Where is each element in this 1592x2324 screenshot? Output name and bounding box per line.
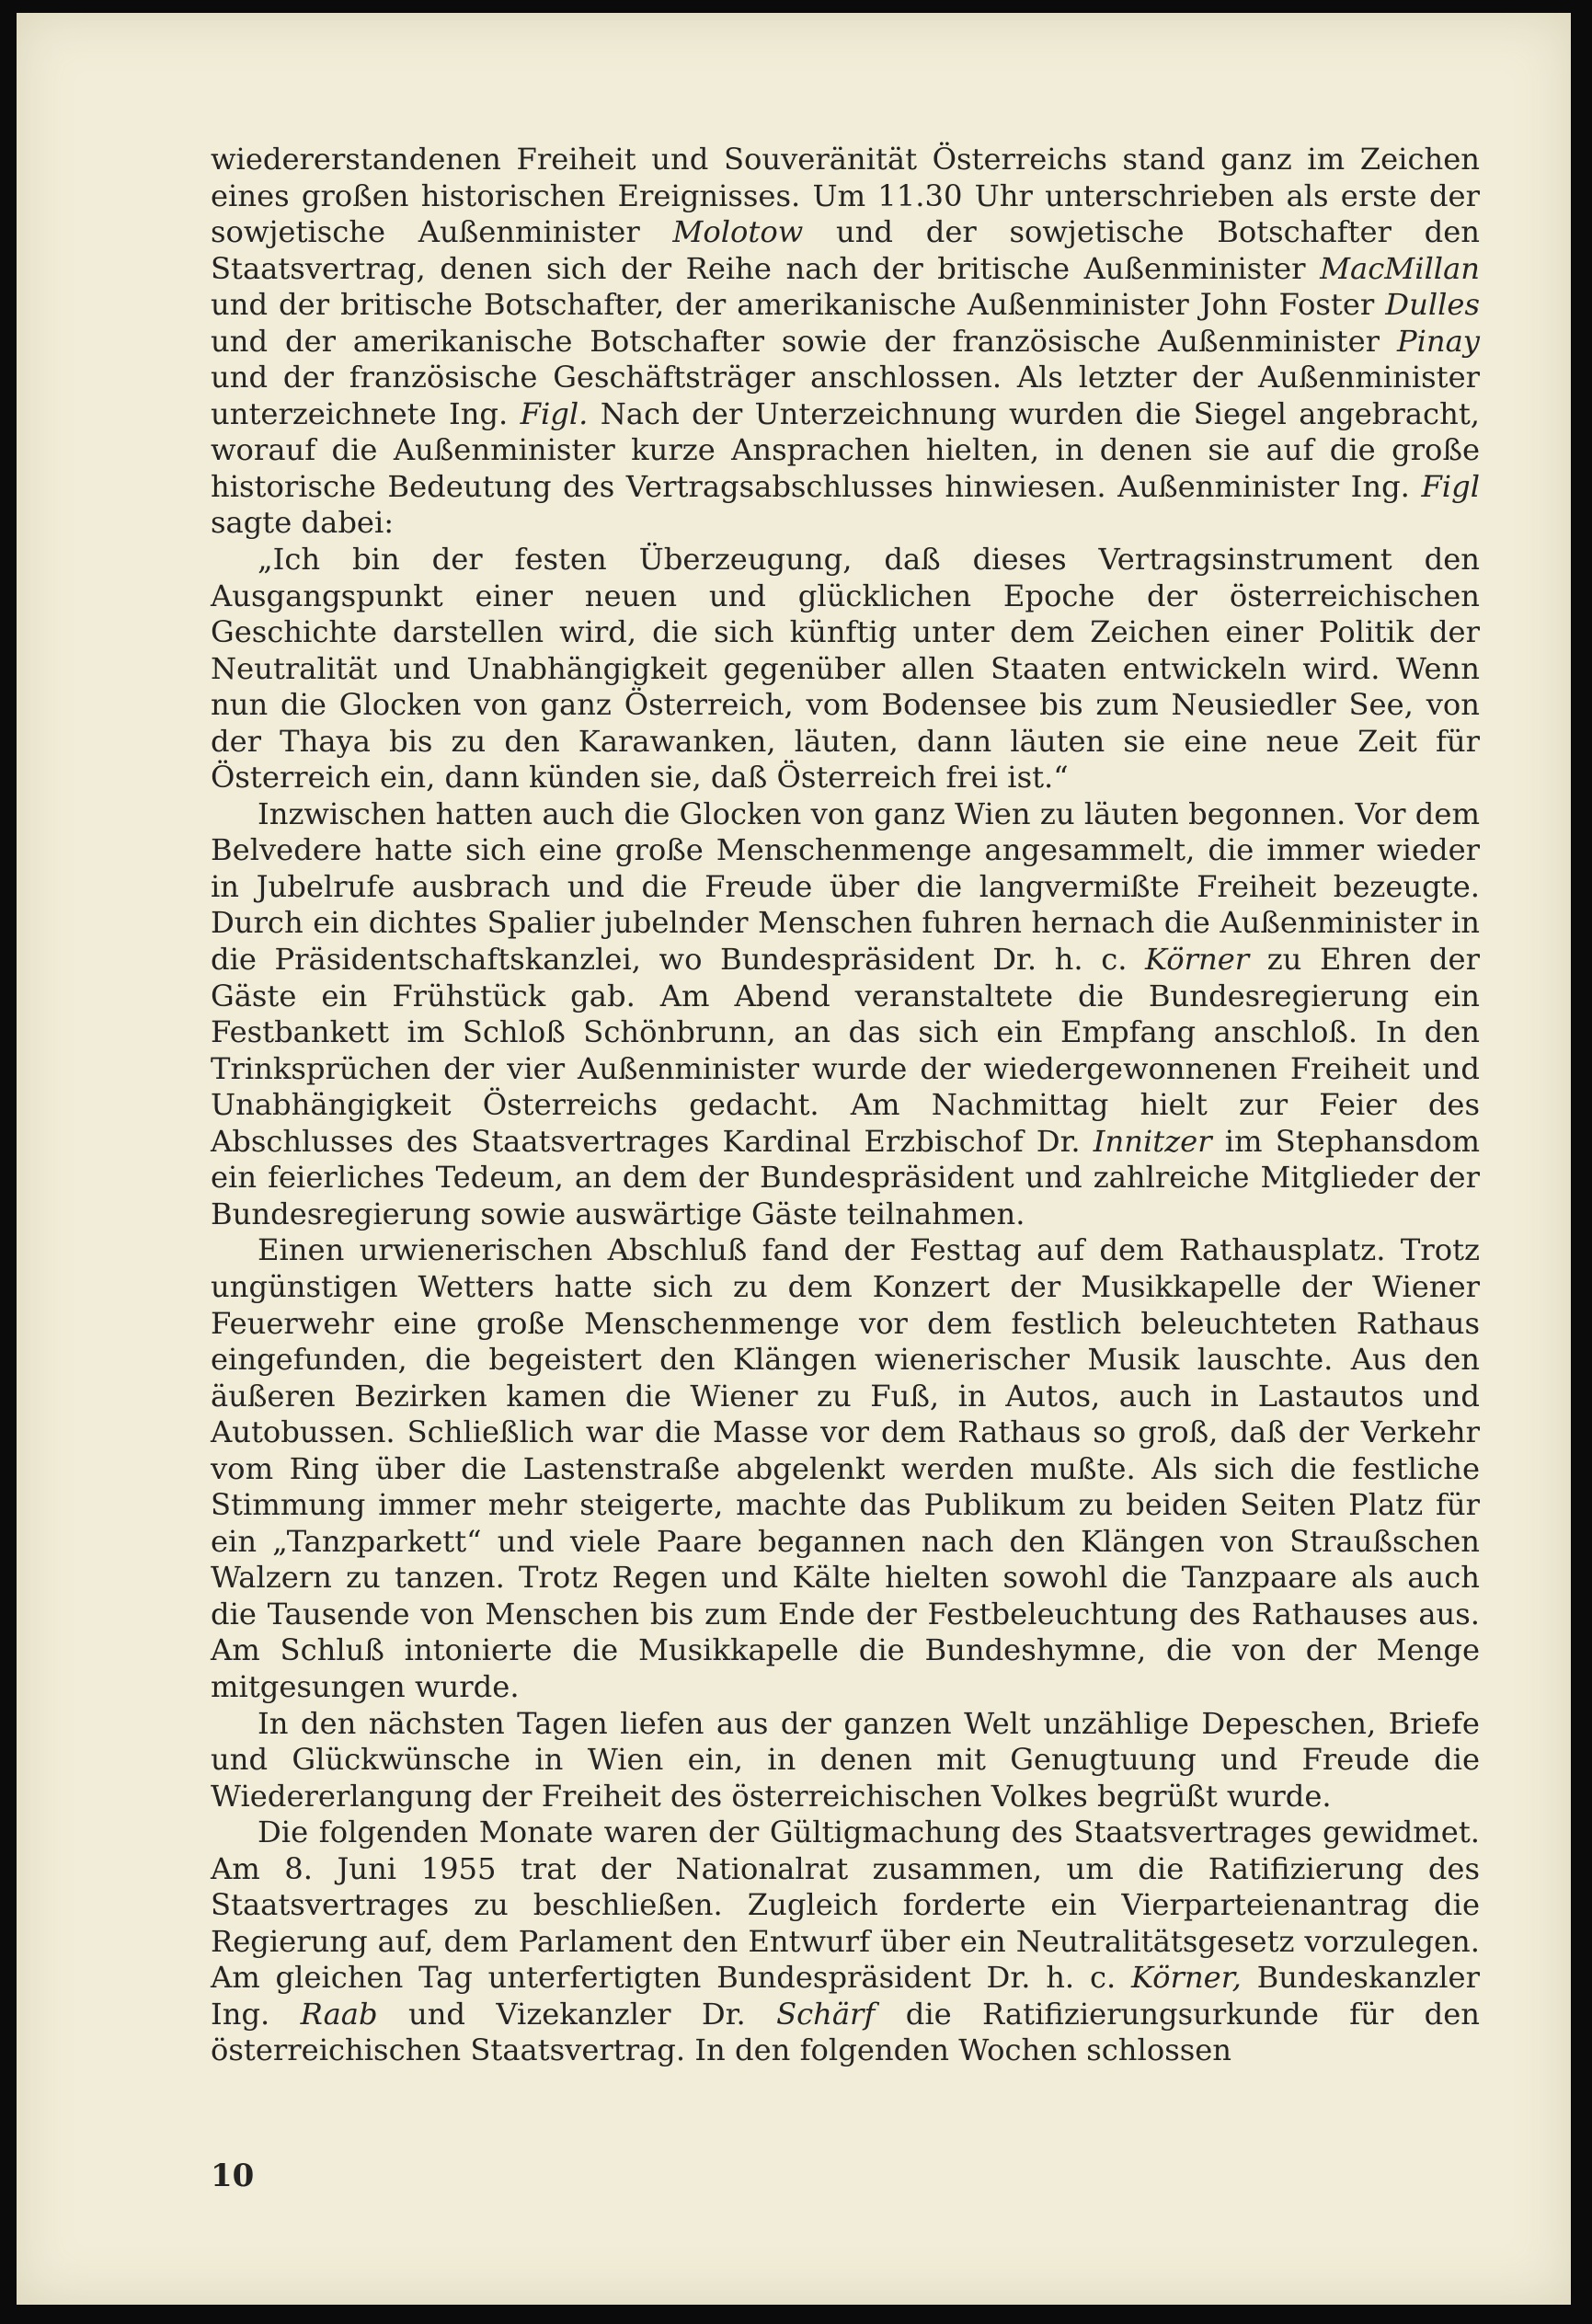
body-text bbox=[211, 142, 1480, 2069]
page-number: 10 bbox=[211, 2158, 255, 2194]
paragraph: In den nächsten Tagen liefen aus der ganzen Welt unzählige Depeschen, Briefe und Glückwünsche in Wien ein, in denen mit Genugtuung und Freude die Wiedererlangung der Freiheit des österreichischen Volkes begrüßt wurde. bbox=[211, 1705, 1480, 1814]
book-page bbox=[17, 13, 1571, 2305]
paragraph: wiedererstandenen Freiheit und Souveränität Österreichs stand ganz im Zeichen eines großen historischen Ereignisses. Um 11.30 Uhr unterschrieben als erste der sowjetische Außenminister Molotow und der sowjetische Botschafter den Staatsvertrag, denen sich der Reihe nach der britische Außenminister MacMillan und der britische Botschafter, der amerikanische Außenminister John Foster Dulles und der amerikanische Botschafter sowie der französische Außenminister Pinay und der französische Geschäftsträger anschlossen. Als letzter der Außenminister unterzeichnete Ing. Figl. Nach der Unterzeichnung wurden die Siegel angebracht, worauf die Außenminister kurze Ansprachen hielten, in denen sie auf die große historische Bedeutung des Vertragsabschlusses hinwiesen. Außenminister Ing. Figl sagte dabei: bbox=[211, 142, 1480, 541]
paragraph: „Ich bin der festen Überzeugung, daß dieses Vertragsinstrument den Ausgangspunkt einer neuen und glücklichen Epoche der österreichischen Geschichte darstellen wird, die sich künftig unter dem Zeichen einer Politik der Neutralität und Unabhängigkeit gegenüber allen Staaten entwickeln wird. Wenn nun die Glocken von ganz Österreich, vom Bodensee bis zum Neusiedler See, von der Thaya bis zu den Karawanken, läuten, dann läuten sie eine neue Zeit für Österreich ein, dann künden sie, daß Österreich frei ist.“ bbox=[211, 542, 1480, 796]
paragraph: Einen urwienerischen Abschluß fand der Festtag auf dem Rathausplatz. Trotz ungünstigen Wetters hatte sich zu dem Konzert der Musikkapelle der Wiener Feuerwehr eine große Menschenmenge vor dem festlich beleuchteten Rathaus eingefunden, die begeistert den Klängen wienerischer Musik lauschte. Aus den äußeren Bezirken kamen die Wiener zu Fuß, in Autos, auch in Lastautos und Autobussen. Schließlich war die Masse vor dem Rathaus so groß, daß der Verkehr vom Ring über die Lastenstraße abgelenkt werden mußte. Als sich die festliche Stimmung immer mehr steigerte, machte das Publikum zu beiden Seiten Platz für ein „Tanzparkett“ und viele Paare begannen nach den Klängen von Straußschen Walzern zu tanzen. Trotz Regen und Kälte hielten sowohl die Tanzpaare als auch die Tausende von Menschen bis zum Ende der Festbeleuchtung des Rathauses aus. Am Schluß intonierte die Musikkapelle die Bundeshymne, die von der Menge mitgesungen wurde. bbox=[211, 1232, 1480, 1704]
paragraph: Inzwischen hatten auch die Glocken von ganz Wien zu läuten begonnen. Vor dem Belvedere hatte sich eine große Menschenmenge angesammelt, die immer wieder in Jubelrufe ausbrach und die Freude über die langvermißte Freiheit bezeugte. Durch ein dichtes Spalier jubelnder Menschen fuhren hernach die Außenminister in die Präsidentschaftskanzlei, wo Bundespräsident Dr. h. c. Körner zu Ehren der Gäste ein Frühstück gab. Am Abend veranstaltete die Bundesregierung ein Festbankett im Schloß Schönbrunn, an das sich ein Empfang anschloß. In den Trinksprüchen der vier Außenminister wurde der wiedergewonnenen Freiheit und Unabhängigkeit Österreichs gedacht. Am Nachmittag hielt zur Feier des Abschlusses des Staatsvertrages Kardinal Erzbischof Dr. Innitzer im Stephansdom ein feierliches Tedeum, an dem der Bundespräsident und zahlreiche Mitglieder der Bundesregierung sowie auswärtige Gäste teilnahmen. bbox=[211, 796, 1481, 1231]
paragraph: Die folgenden Monate waren der Gültigmachung des Staatsvertrages gewidmet. Am 8. Juni 1955 trat der Nationalrat zusammen, um die Ratifizierung des Staatsvertrages zu beschließen. Zugleich forderte ein Vierparteienantrag die Regierung auf, dem Parlament den Entwurf über ein Neutralitätsgesetz vorzulegen. Am gleichen Tag unterfertigten Bundespräsident Dr. h. c. Körner, Bundeskanzler Ing. Raab und Vizekanzler Dr. Schärf die Ratifizierungsurkunde für den österreichischen Staatsvertrag. In den folgenden Wochen schlossen bbox=[211, 1815, 1480, 2068]
